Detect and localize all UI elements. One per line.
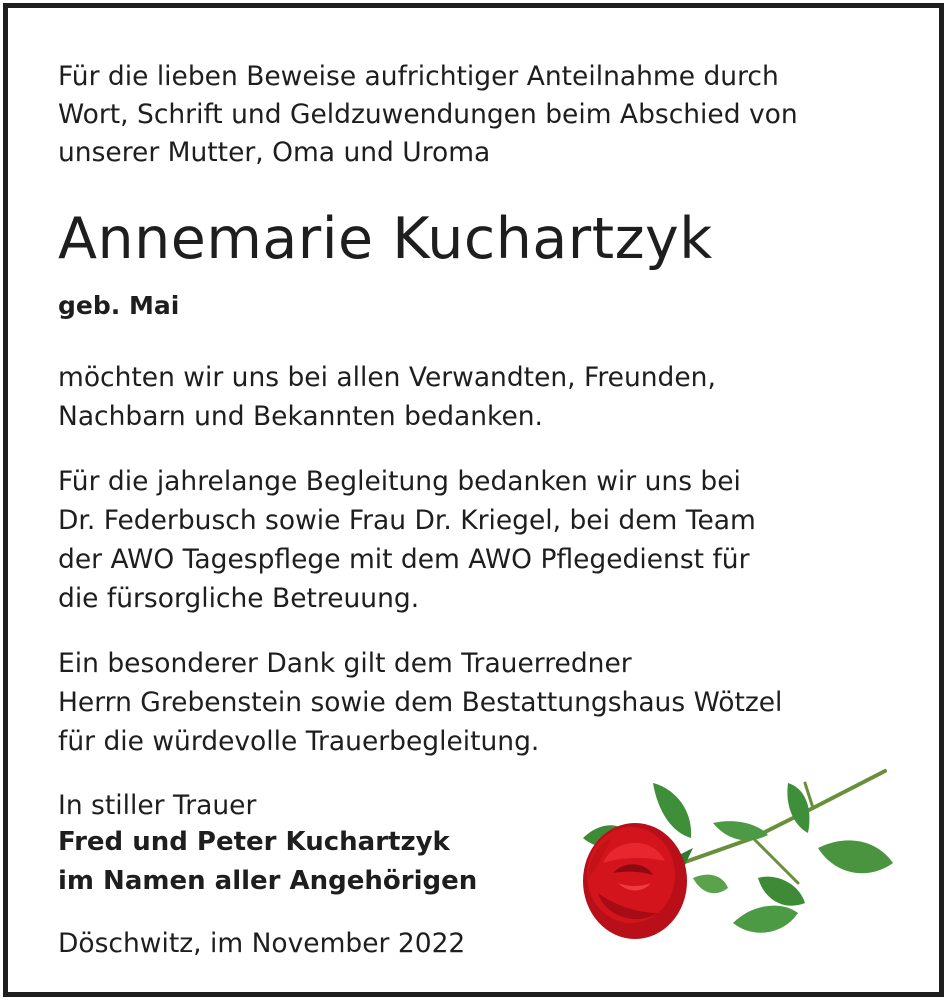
paragraph-line: Ein besonderer Dank gilt dem Trauerredner [58,648,632,679]
maiden-name: geb. Mai [58,291,180,320]
paragraph-line: Dr. Federbusch sowie Frau Dr. Kriegel, bei dem Team [58,505,756,536]
paragraph-line: Nachbarn und Bekannten bedanken. [58,401,543,432]
thanks-paragraph-relatives [58,358,716,436]
intro-line: Wort, Schrift und Geldzuwendungen beim Abschied von [58,99,798,130]
intro-text [58,58,798,172]
paragraph-line: Für die jahrelange Begleitung bedanken wir uns bei [58,466,741,497]
deceased-name: Annemarie Kuchartzyk [58,206,713,272]
paragraph-line: der AWO Tagespflege mit dem AWO Pflegedienst für [58,544,750,575]
rose-icon [573,763,898,953]
intro-line: unserer Mutter, Oma und Uroma [58,137,491,168]
signers [58,823,477,901]
signer-line: im Namen aller Angehörigen [58,866,478,896]
thanks-paragraph-care [58,462,756,618]
place-date: Döschwitz, im November 2022 [58,928,466,959]
intro-line: Für die lieben Beweise aufrichtiger Anteilnahme durch [58,61,779,92]
paragraph-line: die fürsorgliche Betreuung. [58,583,420,614]
obituary-card [3,3,944,997]
signer-line: Fred und Peter Kuchartzyk [58,827,450,857]
thanks-paragraph-funeral [58,644,782,761]
paragraph-line: möchten wir uns bei allen Verwandten, Freunden, [58,362,716,393]
mourning-phrase: In stiller Trauer [58,790,257,821]
paragraph-line: Herrn Grebenstein sowie dem Bestattungshaus Wötzel [58,687,783,718]
paragraph-line: für die würdevolle Trauerbegleitung. [58,726,540,757]
